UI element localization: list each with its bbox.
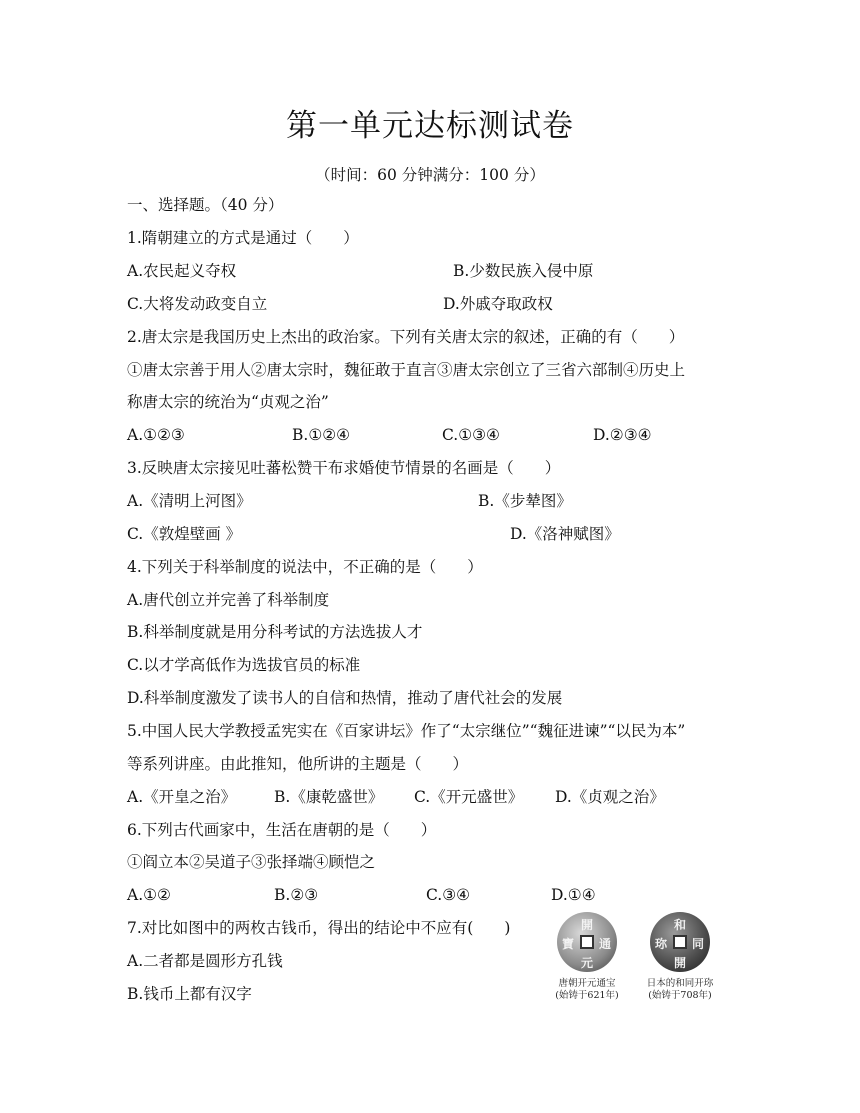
coin-char-left: 珎 (655, 937, 668, 951)
coin-hole (673, 935, 687, 949)
question-2-stem: 2.唐太宗是我国历史上杰出的政治家。下列有关唐太宗的叙述，正确的有（ ） (127, 328, 685, 346)
question-4-stem: 4.下列关于科举制度的说法中，不正确的是（ ） (127, 558, 483, 576)
question-4-option-d: D.科举制度激发了读书人的自信和热情，推动了唐代社会的发展 (127, 689, 563, 707)
question-1-stem: 1.隋朝建立的方式是通过（ ） (127, 229, 359, 247)
question-1-option-b: B.少数民族入侵中原 (453, 262, 594, 280)
question-4-option-b: B.科举制度就是用分科考试的方法选拔人才 (127, 623, 423, 641)
question-6-option-d: D.①④ (551, 886, 596, 904)
coin-char-right: 同 (692, 937, 705, 951)
question-6-stem-line2: ①阎立本②吴道子③张择端④顾恺之 (127, 853, 376, 871)
question-2-option-c: C.①③④ (442, 426, 500, 444)
question-6-stem: 6.下列古代画家中，生活在唐朝的是（ ） (127, 821, 437, 839)
question-3-option-a: A.《清明上河图》 (127, 492, 252, 510)
page-title: 第一单元达标测试卷 (286, 108, 574, 144)
kaiyuan-coin-image (557, 912, 617, 972)
coin-figure-wadokaichin (640, 912, 720, 1002)
coin-hole (580, 935, 594, 949)
question-7-option-a: A.二者都是圆形方孔钱 (127, 952, 283, 970)
question-1-option-a: A.农民起义夺权 (127, 262, 237, 280)
question-5-stem: 5.中国人民大学教授孟宪实在《百家讲坛》作了“太宗继位”“魏征进谏”“以民为本” (127, 722, 686, 740)
section-heading: 一、选择题。（40 分） (127, 196, 284, 214)
question-3-stem: 3.反映唐太宗接见吐蕃松赞干布求婚使节情景的名画是（ ） (127, 459, 561, 477)
question-6-option-a: A.①② (127, 886, 171, 904)
coin-figure-kaiyuan (547, 912, 627, 1002)
kaiyuan-caption-line1: 唐朝开元通宝 (558, 978, 616, 989)
coin-char-top: 和 (674, 918, 687, 932)
question-7-stem: 7.对比如图中的两枚古钱币，得出的结论中不应有( ) (127, 919, 511, 937)
question-1-option-c: C.大将发动政变自立 (127, 295, 268, 313)
question-4-option-a: A.唐代创立并完善了科举制度 (127, 591, 330, 609)
coin-char-bottom: 元 (581, 956, 594, 970)
question-7-option-b: B.钱币上都有汉字 (127, 985, 252, 1003)
question-2-option-d: D.②③④ (593, 426, 652, 444)
question-5-option-a: A.《开皇之治》 (127, 788, 237, 806)
question-2-option-b: B.①②④ (292, 426, 351, 444)
wadokaichin-caption-line1: 日本的和同开珎 (646, 978, 714, 989)
question-3-option-b: B.《步辇图》 (478, 492, 572, 510)
coin-char-bottom: 開 (674, 956, 687, 970)
coin-char-top: 開 (581, 918, 594, 932)
exam-time-info: （时间：60 分钟满分：100 分） (315, 166, 545, 184)
question-2-stem-line3: 称唐太宗的统治为“贞观之治” (127, 393, 329, 411)
question-5-option-b: B.《康乾盛世》 (274, 788, 384, 806)
question-5-stem-line2: 等系列讲座。由此推知，他所讲的主题是（ ） (127, 755, 469, 773)
question-2-stem-line2: ①唐太宗善于用人②唐太宗时，魏征敢于直言③唐太宗创立了三省六部制④历史上 (127, 361, 686, 379)
question-5-option-c: C.《开元盛世》 (414, 788, 524, 806)
question-3-option-d: D.《洛神赋图》 (510, 525, 620, 543)
coin-char-left: 寶 (562, 937, 575, 951)
question-6-option-b: B.②③ (274, 886, 319, 904)
question-1-option-d: D.外戚夺取政权 (443, 295, 553, 313)
question-6-option-c: C.③④ (426, 886, 471, 904)
kaiyuan-caption-line2: (始铸于621年) (555, 990, 619, 1001)
wadokaichin-coin-image (650, 912, 710, 972)
coin-char-right: 通 (599, 937, 612, 951)
wadokaichin-caption-line2: (始铸于708年) (648, 990, 712, 1001)
question-2-option-a: A.①②③ (127, 426, 185, 444)
question-5-option-d: D.《贞观之治》 (555, 788, 665, 806)
question-4-option-c: C.以才学高低作为选拔官员的标准 (127, 656, 361, 674)
question-3-option-c: C.《敦煌壁画 》 (127, 525, 242, 543)
